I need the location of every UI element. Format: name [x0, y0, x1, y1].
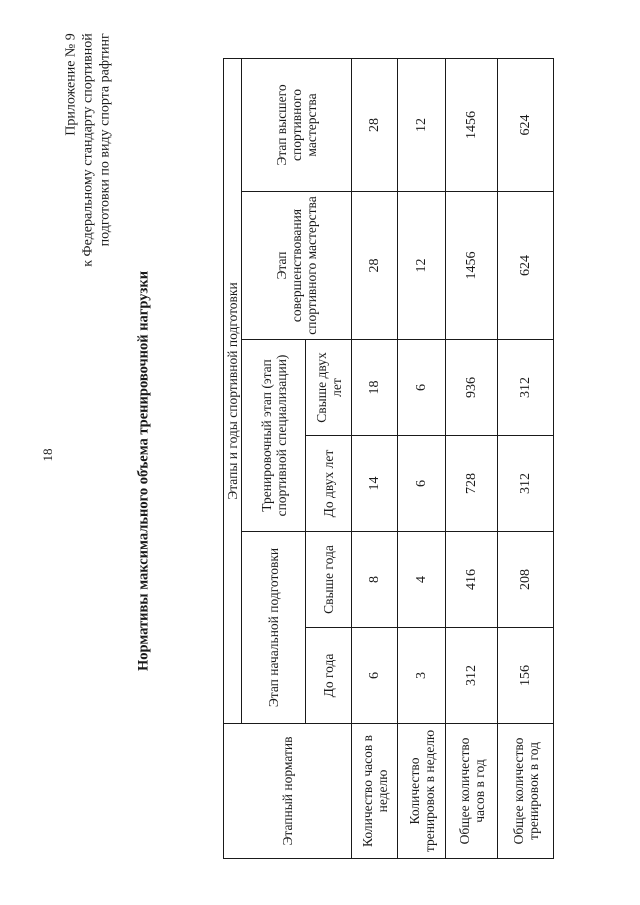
- appendix-line-1: Приложение № 9: [63, 33, 79, 136]
- table-cell: 6: [398, 340, 446, 436]
- row-label: Общее количество тренировок в год: [498, 724, 554, 859]
- group-header: Этапы и годы спортивной подготовки: [224, 58, 242, 723]
- table-cell: 12: [398, 192, 446, 340]
- appendix-line-3: подготовки по виду спорта рафтинг: [97, 33, 113, 247]
- table-cell: 312: [498, 436, 554, 532]
- stage-improvement-header: Этап совершенствования спортивного мастерства: [242, 192, 352, 340]
- table-cell: 28: [352, 192, 398, 340]
- sub-header-up-to-two-years: До двух лет: [306, 436, 352, 532]
- table-cell: 28: [352, 58, 398, 191]
- table-cell: 1456: [446, 192, 498, 340]
- table-row: [446, 58, 498, 858]
- table-cell: 312: [446, 628, 498, 724]
- table-cell: 624: [498, 192, 554, 340]
- stage-highest-header: Этап высшего спортивного мастерства: [242, 58, 352, 191]
- table-row: [398, 58, 446, 858]
- table-cell: 936: [446, 340, 498, 436]
- table-cell: 208: [498, 532, 554, 628]
- appendix-line-2: к Федеральному стандарту спортивной: [80, 33, 96, 267]
- appendix-header: [63, 33, 114, 267]
- table-cell: 1456: [446, 58, 498, 191]
- corner-header: Этапный норматив: [224, 724, 352, 859]
- table-cell: 156: [498, 628, 554, 724]
- table-cell: 3: [398, 628, 446, 724]
- table-row: [352, 58, 398, 858]
- table-cell: 14: [352, 436, 398, 532]
- document-title: Нормативы максимального объема тренировочной нагрузки: [135, 270, 152, 672]
- table-cell: 12: [398, 58, 446, 191]
- table-cell: 624: [498, 58, 554, 191]
- sub-header-over-two-years: Свыше двух лет: [306, 340, 352, 436]
- table-cell: 6: [398, 436, 446, 532]
- table-cell: 4: [398, 532, 446, 628]
- stage-initial-header: Этап начальной подготовки: [242, 532, 306, 724]
- table-cell: 312: [498, 340, 554, 436]
- table-cell: 416: [446, 532, 498, 628]
- sub-header-up-to-year: До года: [306, 628, 352, 724]
- table-cell: 18: [352, 340, 398, 436]
- row-label: Количество тренировок в неделю: [398, 724, 446, 859]
- stage-training-header: Тренировочный этап (этап спортивной специализации): [242, 340, 306, 532]
- row-label: Количество часов в неделю: [352, 724, 398, 859]
- row-label: Общее количество часов в год: [446, 724, 498, 859]
- norms-table-container: [223, 59, 553, 859]
- table-row: [498, 58, 554, 858]
- norms-table: [223, 58, 554, 859]
- sub-header-over-year: Свыше года: [306, 532, 352, 628]
- table-cell: 728: [446, 436, 498, 532]
- page-number: 18: [40, 448, 55, 462]
- table-cell: 8: [352, 532, 398, 628]
- table-cell: 6: [352, 628, 398, 724]
